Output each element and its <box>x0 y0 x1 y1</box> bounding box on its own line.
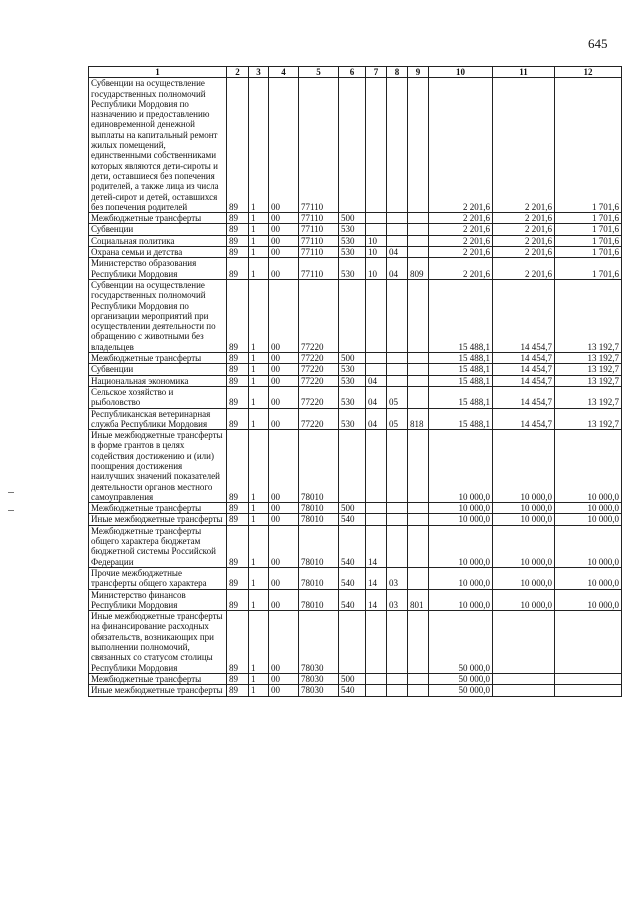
code-cell: 89 <box>227 589 249 611</box>
column-header-11: 11 <box>493 67 555 78</box>
amount-cell: 2 201,6 <box>429 235 493 246</box>
code-cell: 00 <box>269 247 299 258</box>
amount-cell: 10 000,0 <box>555 503 622 514</box>
code-cell <box>387 430 408 503</box>
code-cell: 78010 <box>299 525 339 567</box>
amount-cell: 2 201,6 <box>429 224 493 235</box>
code-cell: 1 <box>249 247 269 258</box>
code-cell: 78030 <box>299 611 339 674</box>
table-row <box>89 247 622 258</box>
code-cell <box>387 525 408 567</box>
amount-cell: 50 000,0 <box>429 673 493 684</box>
code-cell: 818 <box>408 408 429 430</box>
code-cell: 1 <box>249 685 269 696</box>
amount-cell: 50 000,0 <box>429 685 493 696</box>
code-cell: 1 <box>249 408 269 430</box>
code-cell <box>387 224 408 235</box>
code-cell <box>408 224 429 235</box>
code-cell: 89 <box>227 430 249 503</box>
code-cell: 1 <box>249 258 269 280</box>
amount-cell: 2 201,6 <box>429 78 493 213</box>
amount-cell: 13 192,7 <box>555 375 622 386</box>
amount-cell <box>555 685 622 696</box>
amount-cell: 13 192,7 <box>555 353 622 364</box>
code-cell: 540 <box>339 685 366 696</box>
code-cell: 04 <box>366 408 387 430</box>
code-cell: 1 <box>249 567 269 589</box>
amount-cell: 10 000,0 <box>555 589 622 611</box>
row-name-cell: Межбюджетные трансферты <box>89 673 227 684</box>
row-name-cell: Сельское хозяйство и рыболовство <box>89 386 227 408</box>
column-header-2: 2 <box>227 67 249 78</box>
code-cell: 89 <box>227 224 249 235</box>
code-cell: 89 <box>227 213 249 224</box>
amount-cell: 2 201,6 <box>429 247 493 258</box>
code-cell: 530 <box>339 386 366 408</box>
amount-cell: 10 000,0 <box>429 589 493 611</box>
code-cell <box>339 611 366 674</box>
code-cell <box>408 685 429 696</box>
code-cell <box>366 364 387 375</box>
amount-cell: 10 000,0 <box>493 525 555 567</box>
column-header-7: 7 <box>366 67 387 78</box>
amount-cell: 14 454,7 <box>493 279 555 352</box>
code-cell <box>366 213 387 224</box>
code-cell: 1 <box>249 589 269 611</box>
code-cell: 77110 <box>299 247 339 258</box>
table-row <box>89 279 622 352</box>
row-name-cell: Субвенции на осуществление государственных полномочий Республики Мордовия по организации мероприятий при осуществлении деятельности по обращению с животными без владельцев <box>89 279 227 352</box>
code-cell <box>408 673 429 684</box>
code-cell: 801 <box>408 589 429 611</box>
code-cell <box>387 673 408 684</box>
table-body <box>89 78 622 696</box>
code-cell: 00 <box>269 408 299 430</box>
table-row <box>89 685 622 696</box>
amount-cell: 50 000,0 <box>429 611 493 674</box>
code-cell: 809 <box>408 258 429 280</box>
code-cell: 78010 <box>299 430 339 503</box>
code-cell <box>387 235 408 246</box>
code-cell: 89 <box>227 611 249 674</box>
code-cell: 1 <box>249 364 269 375</box>
code-cell: 89 <box>227 258 249 280</box>
code-cell: 00 <box>269 353 299 364</box>
code-cell <box>387 375 408 386</box>
amount-cell: 14 454,7 <box>493 375 555 386</box>
table-row <box>89 525 622 567</box>
code-cell: 00 <box>269 279 299 352</box>
code-cell: 77220 <box>299 375 339 386</box>
code-cell: 04 <box>366 375 387 386</box>
code-cell: 00 <box>269 567 299 589</box>
amount-cell: 14 454,7 <box>493 386 555 408</box>
code-cell <box>408 430 429 503</box>
amount-cell: 15 488,1 <box>429 375 493 386</box>
code-cell: 89 <box>227 386 249 408</box>
amount-cell <box>493 673 555 684</box>
code-cell <box>366 224 387 235</box>
amount-cell: 13 192,7 <box>555 408 622 430</box>
code-cell: 1 <box>249 430 269 503</box>
row-name-cell: Иные межбюджетные трансферты на финансирование расходных обязательств, возникающих при выполнении полномочий, связанных со статусом столицы Республики Мордовия <box>89 611 227 674</box>
code-cell: 1 <box>249 235 269 246</box>
amount-cell <box>493 611 555 674</box>
code-cell <box>366 514 387 525</box>
code-cell: 89 <box>227 525 249 567</box>
row-name-cell: Национальная экономика <box>89 375 227 386</box>
code-cell <box>339 430 366 503</box>
row-name-cell: Иные межбюджетные трансферты <box>89 685 227 696</box>
table-row <box>89 364 622 375</box>
code-cell: 77110 <box>299 224 339 235</box>
amount-cell: 15 488,1 <box>429 386 493 408</box>
row-name-cell: Социальная политика <box>89 235 227 246</box>
code-cell: 03 <box>387 567 408 589</box>
code-cell: 1 <box>249 514 269 525</box>
code-cell <box>339 78 366 213</box>
code-cell <box>366 685 387 696</box>
table-row <box>89 567 622 589</box>
code-cell: 1 <box>249 386 269 408</box>
table-row <box>89 78 622 213</box>
code-cell: 530 <box>339 247 366 258</box>
amount-cell: 10 000,0 <box>555 567 622 589</box>
code-cell: 00 <box>269 611 299 674</box>
code-cell: 1 <box>249 673 269 684</box>
code-cell <box>366 78 387 213</box>
code-cell: 500 <box>339 353 366 364</box>
row-name-cell: Иные межбюджетные трансферты <box>89 514 227 525</box>
code-cell: 05 <box>387 386 408 408</box>
table-row <box>89 430 622 503</box>
code-cell: 89 <box>227 353 249 364</box>
amount-cell: 14 454,7 <box>493 353 555 364</box>
amount-cell: 10 000,0 <box>493 503 555 514</box>
code-cell <box>408 525 429 567</box>
row-name-cell: Субвенции <box>89 364 227 375</box>
amount-cell: 1 701,6 <box>555 78 622 213</box>
row-name-cell: Межбюджетные трансферты <box>89 503 227 514</box>
amount-cell: 10 000,0 <box>555 525 622 567</box>
code-cell <box>387 353 408 364</box>
table-row <box>89 235 622 246</box>
code-cell: 530 <box>339 224 366 235</box>
code-cell: 540 <box>339 589 366 611</box>
code-cell <box>408 375 429 386</box>
code-cell <box>408 78 429 213</box>
code-cell: 00 <box>269 589 299 611</box>
column-header-4: 4 <box>269 67 299 78</box>
code-cell: 14 <box>366 589 387 611</box>
code-cell: 77110 <box>299 213 339 224</box>
code-cell: 89 <box>227 78 249 213</box>
amount-cell: 1 701,6 <box>555 224 622 235</box>
code-cell <box>408 213 429 224</box>
amount-cell: 15 488,1 <box>429 353 493 364</box>
code-cell: 14 <box>366 525 387 567</box>
amount-cell: 1 701,6 <box>555 213 622 224</box>
code-cell <box>408 279 429 352</box>
code-cell: 00 <box>269 258 299 280</box>
table-row <box>89 589 622 611</box>
margin-mark <box>8 492 14 493</box>
code-cell: 00 <box>269 364 299 375</box>
table-row <box>89 673 622 684</box>
amount-cell: 10 000,0 <box>429 525 493 567</box>
code-cell: 89 <box>227 375 249 386</box>
amount-cell: 15 488,1 <box>429 279 493 352</box>
amount-cell: 15 488,1 <box>429 408 493 430</box>
row-name-cell: Межбюджетные трансферты <box>89 213 227 224</box>
code-cell: 00 <box>269 430 299 503</box>
code-cell <box>408 247 429 258</box>
code-cell: 78030 <box>299 673 339 684</box>
amount-cell: 10 000,0 <box>429 503 493 514</box>
table-row <box>89 213 622 224</box>
code-cell: 77110 <box>299 235 339 246</box>
code-cell: 500 <box>339 673 366 684</box>
table-row <box>89 408 622 430</box>
code-cell: 89 <box>227 247 249 258</box>
amount-cell: 13 192,7 <box>555 386 622 408</box>
code-cell: 1 <box>249 78 269 213</box>
row-name-cell: Министерство образования Республики Мордовия <box>89 258 227 280</box>
code-cell: 540 <box>339 525 366 567</box>
code-cell <box>339 279 366 352</box>
code-cell <box>387 503 408 514</box>
row-name-cell: Республиканская ветеринарная служба Республики Мордовия <box>89 408 227 430</box>
column-header-3: 3 <box>249 67 269 78</box>
code-cell: 530 <box>339 258 366 280</box>
amount-cell: 14 454,7 <box>493 364 555 375</box>
code-cell: 78010 <box>299 567 339 589</box>
code-cell: 04 <box>387 258 408 280</box>
amount-cell: 15 488,1 <box>429 364 493 375</box>
code-cell: 530 <box>339 235 366 246</box>
table-row <box>89 258 622 280</box>
code-cell: 540 <box>339 514 366 525</box>
column-header-5: 5 <box>299 67 339 78</box>
amount-cell: 13 192,7 <box>555 279 622 352</box>
code-cell: 00 <box>269 685 299 696</box>
code-cell: 1 <box>249 525 269 567</box>
budget-table <box>88 66 622 697</box>
code-cell: 00 <box>269 213 299 224</box>
amount-cell: 10 000,0 <box>429 514 493 525</box>
amount-cell: 2 201,6 <box>429 258 493 280</box>
code-cell: 89 <box>227 685 249 696</box>
code-cell: 77110 <box>299 78 339 213</box>
code-cell: 530 <box>339 364 366 375</box>
amount-cell: 10 000,0 <box>429 430 493 503</box>
amount-cell: 14 454,7 <box>493 408 555 430</box>
code-cell: 1 <box>249 611 269 674</box>
code-cell: 05 <box>387 408 408 430</box>
code-cell <box>408 611 429 674</box>
code-cell <box>408 386 429 408</box>
row-name-cell: Межбюджетные трансферты общего характера бюджетам бюджетной системы Российской Федерации <box>89 525 227 567</box>
amount-cell: 2 201,6 <box>493 235 555 246</box>
code-cell: 00 <box>269 386 299 408</box>
code-cell: 78010 <box>299 503 339 514</box>
amount-cell: 2 201,6 <box>493 213 555 224</box>
table-row <box>89 611 622 674</box>
code-cell: 10 <box>366 247 387 258</box>
amount-cell: 10 000,0 <box>493 567 555 589</box>
row-name-cell: Субвенции на осуществление государственных полномочий Республики Мордовия по назначению и предоставлению единовременной денежной выплаты на капитальный ремонт жилых помещений, единственными собственниками которых являются дети-сироты и дети, оставшиеся без попечения родителей, а также лица из числа детей-сирот и детей, оставшихся без попечения родителей <box>89 78 227 213</box>
code-cell: 500 <box>339 503 366 514</box>
code-cell: 00 <box>269 375 299 386</box>
code-cell <box>366 430 387 503</box>
amount-cell <box>555 673 622 684</box>
table-row <box>89 386 622 408</box>
code-cell: 03 <box>387 589 408 611</box>
amount-cell: 2 201,6 <box>493 247 555 258</box>
code-cell <box>366 353 387 364</box>
code-cell: 77220 <box>299 408 339 430</box>
column-header-1: 1 <box>89 67 227 78</box>
code-cell: 10 <box>366 258 387 280</box>
amount-cell: 10 000,0 <box>493 430 555 503</box>
code-cell: 77110 <box>299 258 339 280</box>
table-header-row <box>89 67 622 78</box>
amount-cell <box>493 685 555 696</box>
code-cell: 530 <box>339 375 366 386</box>
code-cell: 89 <box>227 503 249 514</box>
code-cell <box>408 503 429 514</box>
code-cell <box>387 213 408 224</box>
code-cell: 89 <box>227 364 249 375</box>
code-cell: 04 <box>387 247 408 258</box>
code-cell: 540 <box>339 567 366 589</box>
table-row <box>89 375 622 386</box>
code-cell <box>387 514 408 525</box>
code-cell <box>387 611 408 674</box>
code-cell: 89 <box>227 567 249 589</box>
amount-cell: 2 201,6 <box>429 213 493 224</box>
amount-cell: 2 201,6 <box>493 78 555 213</box>
row-name-cell: Иные межбюджетные трансферты в форме грантов в целях содействия достижению и (или) поощрения достижения наилучших значений показателей деятельности органов местного самоуправления <box>89 430 227 503</box>
code-cell: 1 <box>249 353 269 364</box>
table-row <box>89 514 622 525</box>
row-name-cell: Министерство финансов Республики Мордовия <box>89 589 227 611</box>
column-header-12: 12 <box>555 67 622 78</box>
code-cell <box>408 353 429 364</box>
code-cell: 77220 <box>299 364 339 375</box>
code-cell: 00 <box>269 224 299 235</box>
code-cell <box>366 503 387 514</box>
code-cell <box>366 611 387 674</box>
code-cell: 89 <box>227 235 249 246</box>
code-cell: 77220 <box>299 353 339 364</box>
code-cell: 89 <box>227 673 249 684</box>
code-cell: 00 <box>269 78 299 213</box>
amount-cell: 10 000,0 <box>429 567 493 589</box>
amount-cell <box>555 611 622 674</box>
code-cell: 00 <box>269 525 299 567</box>
code-cell: 89 <box>227 408 249 430</box>
amount-cell: 1 701,6 <box>555 235 622 246</box>
code-cell: 78030 <box>299 685 339 696</box>
code-cell: 78010 <box>299 589 339 611</box>
code-cell: 00 <box>269 673 299 684</box>
code-cell: 14 <box>366 567 387 589</box>
amount-cell: 2 201,6 <box>493 258 555 280</box>
code-cell: 77220 <box>299 386 339 408</box>
row-name-cell: Охрана семьи и детства <box>89 247 227 258</box>
code-cell <box>408 235 429 246</box>
code-cell <box>366 673 387 684</box>
code-cell <box>408 567 429 589</box>
code-cell: 77220 <box>299 279 339 352</box>
table-row <box>89 503 622 514</box>
code-cell: 1 <box>249 279 269 352</box>
code-cell: 00 <box>269 235 299 246</box>
code-cell: 1 <box>249 224 269 235</box>
row-name-cell: Прочие межбюджетные трансферты общего характера <box>89 567 227 589</box>
column-header-8: 8 <box>387 67 408 78</box>
code-cell <box>408 514 429 525</box>
code-cell: 04 <box>366 386 387 408</box>
amount-cell: 2 201,6 <box>493 224 555 235</box>
code-cell: 89 <box>227 514 249 525</box>
code-cell: 500 <box>339 213 366 224</box>
code-cell: 10 <box>366 235 387 246</box>
column-header-6: 6 <box>339 67 366 78</box>
table-row <box>89 224 622 235</box>
amount-cell: 13 192,7 <box>555 364 622 375</box>
code-cell <box>387 364 408 375</box>
code-cell <box>366 279 387 352</box>
code-cell <box>387 685 408 696</box>
column-header-10: 10 <box>429 67 493 78</box>
code-cell: 1 <box>249 213 269 224</box>
code-cell: 1 <box>249 375 269 386</box>
code-cell: 1 <box>249 503 269 514</box>
amount-cell: 1 701,6 <box>555 258 622 280</box>
amount-cell: 10 000,0 <box>555 430 622 503</box>
amount-cell: 1 701,6 <box>555 247 622 258</box>
amount-cell: 10 000,0 <box>493 514 555 525</box>
code-cell <box>408 364 429 375</box>
code-cell: 89 <box>227 279 249 352</box>
page-number: 645 <box>588 36 608 51</box>
code-cell: 00 <box>269 503 299 514</box>
amount-cell: 10 000,0 <box>555 514 622 525</box>
code-cell: 530 <box>339 408 366 430</box>
code-cell <box>387 279 408 352</box>
code-cell: 78010 <box>299 514 339 525</box>
row-name-cell: Межбюджетные трансферты <box>89 353 227 364</box>
column-header-9: 9 <box>408 67 429 78</box>
row-name-cell: Субвенции <box>89 224 227 235</box>
margin-mark <box>8 510 14 511</box>
amount-cell: 10 000,0 <box>493 589 555 611</box>
code-cell <box>387 78 408 213</box>
table-row <box>89 353 622 364</box>
code-cell: 00 <box>269 514 299 525</box>
